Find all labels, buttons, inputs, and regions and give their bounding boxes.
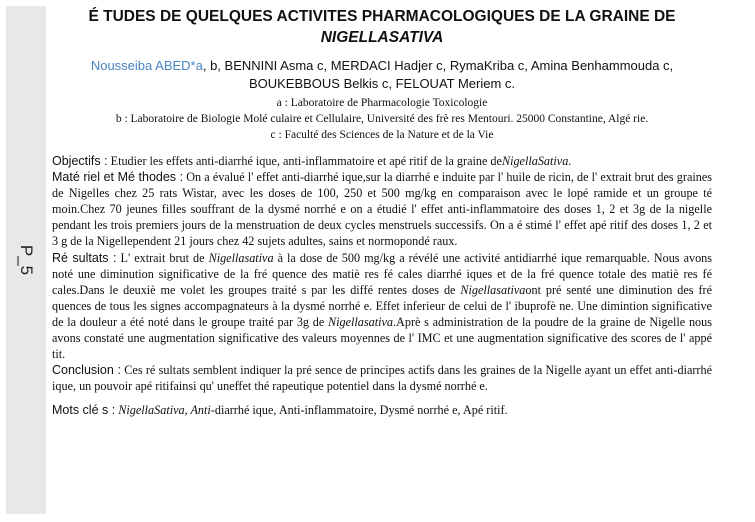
results-text-3: ont pré senté une diminution des fré quences de tous les signes accompagnateurs à la dysmé norrhé e. Effet inferieur de celui de l' ibuprofè ne. Une dimintion significative de la douleur a été noté dans le groupe traité par 3g de [52, 282, 712, 329]
abstract-page [52, 6, 712, 418]
keywords-heading: Mots clé s : [52, 403, 116, 418]
objectives-text: Etudier les effets anti-diarrhé ique, anti-inflammatoire et apé ritif de la graine de [107, 154, 502, 168]
co-authors: , b, BENNINI Asma c, MERDACI Hadjer c, RymaKriba c, Amina Benhammouda c, BOUKEBBOUS Belkis c, FELOUAT Meriem c. [202, 58, 674, 91]
keywords [52, 402, 712, 418]
methods-paragraph [52, 169, 712, 249]
results-species-2: Nigellasativa [460, 282, 526, 297]
abstract-body [52, 153, 712, 394]
results-paragraph [52, 250, 712, 363]
affiliation-a: a : Laboratoire de Pharmacologie Toxicologie [276, 97, 488, 109]
results-text-4: .Aprè s administration de la poudre de la graine de Nigelle nous avons constaté une augmentation significative des valeurs moyennes de l' IMC et une augmentation significative des scores de l' appé tit. [52, 314, 712, 362]
side-panel [6, 6, 46, 514]
keywords-text: -diarrhé ique, Anti-inflammatoire, Dysmé norrhé e, Apé ritif. [210, 403, 508, 418]
objectives-species: NigellaSativa [501, 154, 569, 168]
title-line-1: É TUDES DE QUELQUES ACTIVITES PHARMACOLOGIQUES DE LA GRAINE DE [88, 8, 676, 25]
methods-text: On a évalué l' effet anti-diarrhé ique,sur la diarrhé e induite par l' huile de ricin, de l' extrait brut des graines de Nigelles chez 25 rats Wistar, avec les doses de 100, 250 et 500 mg/kg en comparaison avec le lopé ramide et un groupe té moin.Chez 70 jeunes filles souffrant de la dysmé norrhé e on a étudié l' effet anti-inflammatoire des doses 1, 2 et 3g de la nigelle pendant les trois premiers jours de la menstruation de deux cycles menstruels successifs. On a é stimé l' effet apé ritif des doses 1, 2 et 3 g de la Nigellependent 21 jours chez 42 sujets adultes, sains et normopondé raux. [52, 170, 712, 249]
conclusion-text: Ces ré sultats semblent indiquer la pré sence de principes actifs dans les graines de la Nigelle ayant un effet anti-diarrhé ique, un pouvoir apé ritifainsi qu' uneffet thé rapeutique potentiel dans la dysmé norrhé e. [52, 363, 712, 394]
conclusion-paragraph [52, 362, 712, 394]
lead-author[interactable]: Nousseiba ABED*a [90, 58, 203, 73]
affiliation-c: c : Faculté des Sciences de la Nature et de la Vie [270, 129, 494, 141]
results-text-1: L' extrait brut de [116, 250, 209, 265]
affiliations [52, 96, 712, 143]
results-species-1: Nigellasativa [208, 250, 274, 265]
objectives-heading: Objectifs : [52, 154, 108, 168]
page-code-label: P_5 [17, 244, 36, 276]
conclusion-heading: Conclusion : [52, 363, 122, 378]
title-line-2: NIGELLASATIVA [320, 29, 444, 46]
objectives-paragraph [52, 153, 712, 169]
affiliation-b: b : Laboratoire de Biologie Molé culaire et Cellulaire, Université des frè res Mentouri. 25000 Constantine, Algé rie. [115, 113, 649, 125]
keywords-italic: NigellaSativa, Anti [115, 403, 211, 418]
results-species-3: Nigellasativa [328, 314, 393, 329]
page-title [52, 6, 712, 48]
results-heading: Ré sultats : [52, 250, 117, 265]
methods-heading: Maté riel et Mé thodes : [52, 170, 184, 185]
author-list [52, 57, 712, 93]
results-text-2: à la dose de 500 mg/kg a révélé une activité antidiarrhé ique remarquable. Nous avons noté une diminution significative de la fré quence des matiè res fé cales diarrhé iques et de la fré quence totale des matiè res fé cales.Dans le deuxiè me volet les groupes traité s par les diffé rentes doses de [52, 250, 713, 297]
objectives-end: . [568, 154, 572, 168]
